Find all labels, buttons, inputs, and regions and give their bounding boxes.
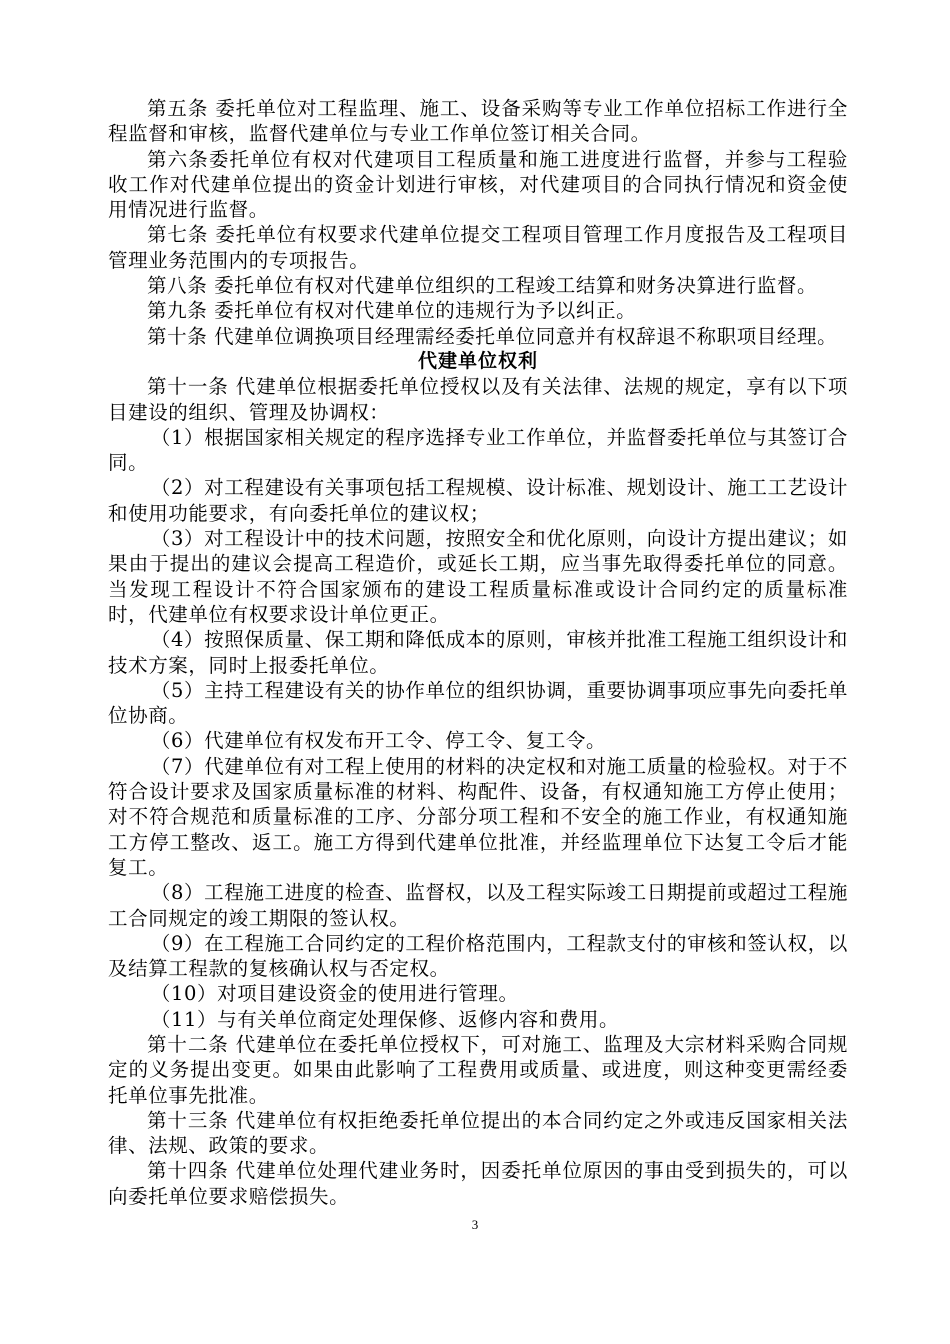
article-14: 第十四条 代建单位处理代建业务时，因委托单位原因的事由受到损失的，可以向委托单位要求赔偿损失。 [108,1159,848,1208]
article-11-item-3: （3）对工程设计中的技术问题，按照安全和优化原则，向设计方提出建议；如果由于提出的建议会提高工程造价，或延长工期，应当事先取得委托单位的同意。当发现工程设计不符合国家颁布的建设工程质量标准或设计合同约定的质量标准时，代建单位有权要求设计单位更正。 [108,527,848,626]
article-7: 第七条 委托单位有权要求代建单位提交工程项目管理工作月度报告及工程项目管理业务范围内的专项报告。 [108,223,848,272]
article-11-item-11: （11）与有关单位商定处理保修、返修内容和费用。 [150,1007,620,1031]
section-heading: 代建单位权利 [417,349,538,372]
article-11: 第十一条 代建单位根据委托单位授权以及有关法律、法规的规定，享有以下项目建设的组织、管理及协调权： [108,375,848,424]
article-11-item-9: （9）在工程施工合同约定的工程价格范围内，工程款支付的审核和签认权，以及结算工程款的复核确认权与否定权。 [108,931,848,981]
article-11-item-2: （2）对工程建设有关事项包括工程规模、设计标准、规划设计、施工工艺设计和使用功能要求，有向委托单位的建议权； [108,476,848,525]
article-11-item-4: （4）按照保质量、保工期和降低成本的原则，审核并批准工程施工组织设计和技术方案，同时上报委托单位。 [108,628,848,677]
article-11-item-5: （5）主持工程建设有关的协作单位的组织协调，重要协调事项应事先向委托单位协商。 [108,678,848,728]
article-5: 第五条 委托单位对工程监理、施工、设备采购等专业工作单位招标工作进行全程监督和审核，监督代建单位与专业工作单位签订相关合同。 [108,97,848,146]
article-13: 第十三条 代建单位有权拒绝委托单位提出的本合同约定之外或违反国家相关法律、法规、政策的要求。 [108,1108,848,1158]
article-11-item-1: （1）根据国家相关规定的程序选择专业工作单位，并监督委托单位与其签订合同。 [108,425,848,475]
article-11-item-10: （10）对项目建设资金的使用进行管理。 [150,982,519,1006]
page-number: 3 [471,1217,479,1232]
article-11-item-7: （7）代建单位有对工程上使用的材料的决定权和对施工质量的检验权。对于不符合设计要求及国家质量标准的材料、构配件、设备，有权通知施工方停止使用；对不符合规范和质量标准的工序、分部分项工程和不安全的施工作业，有权通知施工方停工整改、返工。施工方得到代建单位批准，并经监理单位下达复工令后才能复工。 [108,754,848,879]
article-8: 第八条 委托单位有权对代建单位组织的工程竣工结算和财务决算进行监督。 [147,274,818,298]
article-12: 第十二条 代建单位在委托单位授权下，可对施工、监理及大宗材料采购合同规定的义务提出变更。如果由此影响了工程费用或质量、或进度，则这种变更需经委托单位事先批准。 [108,1032,848,1107]
article-11-item-8: （8）工程施工进度的检查、监督权，以及工程实际竣工日期提前或超过工程施工合同规定的竣工期限的签认权。 [108,881,848,930]
article-10: 第十条 代建单位调换项目经理需经委托单位同意并有权辞退不称职项目经理。 [147,324,838,348]
article-6: 第六条委托单位有权对代建项目工程质量和施工进度进行监督，并参与工程验收工作对代建单位提出的资金计划进行审核，对代建项目的合同执行情况和资金使用情况进行监督。 [108,147,848,222]
article-11-item-6: （6）代建单位有权发布开工令、停工令、复工令。 [150,729,607,753]
article-9: 第九条 委托单位有权对代建单位的违规行为予以纠正。 [147,299,637,323]
document-page [108,96,848,1209]
